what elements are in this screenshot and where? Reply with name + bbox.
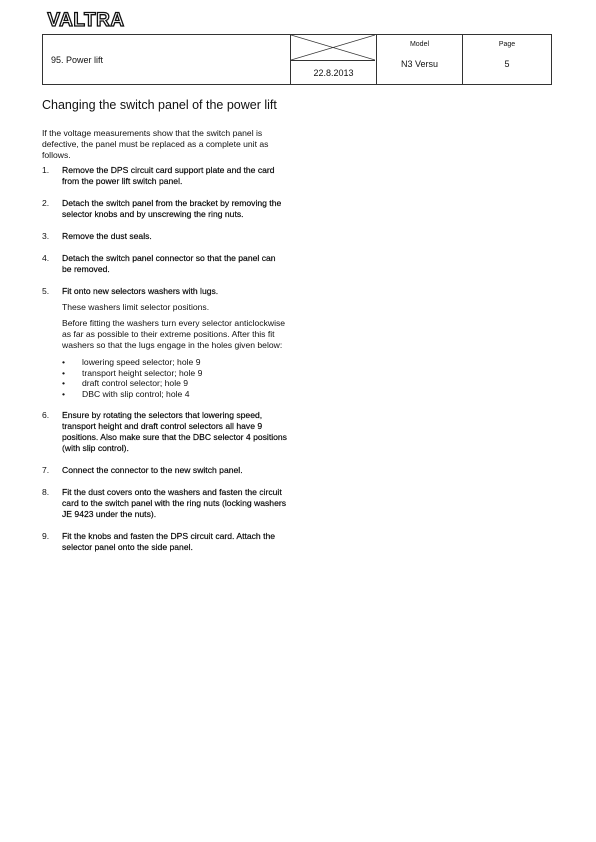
document-header [42,34,552,85]
diagonal-cross-box [291,35,375,61]
step-number: 3. [42,231,50,241]
model-label: Model [409,41,430,48]
step-number: 7. [42,465,50,476]
procedure-step [42,487,287,520]
procedure-step [42,165,287,187]
page-title: Changing the switch panel of the power lift [42,98,277,112]
step-text: Remove the dust seals. [62,231,152,241]
selector-hole-item [62,389,287,400]
logo-text: VALTRA [47,10,125,30]
step-text: Detach the switch panel connector so that the panel can be removed. [62,253,276,274]
header-model-cell [377,35,463,84]
page-label: Page [498,41,516,48]
procedure-step [42,410,287,454]
bullet-icon: • [62,388,66,399]
selector-hole-item [62,357,287,368]
step-number: 4. [42,253,50,263]
step-text: Detach the switch panel from the bracket by removing the selector knobs and by unscrewing the ring nuts. [62,198,282,219]
step-number: 8. [42,487,50,498]
valtra-logo [42,8,130,30]
step-number: 6. [42,410,50,421]
step-number: 2. [42,198,50,208]
document-body [42,98,287,564]
step-text: Remove the DPS circuit card support plate and the card from the power lift switch panel. [62,165,275,186]
procedure-steps [42,165,287,553]
step-note: Before fitting the washers turn every selector anticlockwise as far as possible to their extreme positions. After this fit washers so that the lugs engage in the holes given below: [62,318,286,350]
bullet-text: lowering speed selector; hole 9 [82,357,201,367]
bullet-icon: • [62,357,66,367]
step-text: Fit the dust covers onto the washers and fasten the circuit card to the switch panel with the ring nuts (locking washers JE 9423 under the nuts). [62,487,287,520]
issue-date: 22.8.2013 [313,68,354,78]
page-number: 5 [504,59,510,69]
procedure-step [42,286,287,399]
step-number: 1. [42,165,50,175]
step-number: 9. [42,531,50,542]
procedure-step [42,253,287,275]
bullet-text: transport height selector; hole 9 [82,367,203,378]
header-section-cell [43,35,291,84]
section-title: 95. Power lift [51,55,104,65]
header-page-cell [463,35,551,84]
procedure-step [42,198,287,220]
procedure-step [42,465,287,476]
step-text: Fit onto new selectors washers with lugs. [62,286,219,296]
step-text: Ensure by rotating the selectors that lowering speed, transport height and draft control selectors all have 9 positions. Also make sure that the DBC selector 4 positions (with slip control). [62,410,287,454]
procedure-step [42,531,287,553]
intro-paragraph: If the voltage measurements show that the switch panel is defective, the panel must be replaced as a complete unit as follows. [42,128,269,160]
bullet-icon: • [62,367,66,378]
step-number: 5. [42,286,50,296]
selector-hole-item [62,368,287,379]
bullet-icon: • [62,378,66,389]
header-date-cell [291,35,377,84]
step-text: Connect the connector to the new switch panel. [62,465,243,476]
bullet-text: DBC with slip control; hole 4 [82,388,190,399]
selector-hole-list [62,357,287,399]
procedure-step [42,231,287,242]
bullet-text: draft control selector; hole 9 [82,378,189,389]
step-text: Fit the knobs and fasten the DPS circuit card. Attach the selector panel onto the side panel. [62,531,276,553]
step-note: These washers limit selector positions. [62,302,210,312]
selector-hole-item [62,378,287,389]
model-value: N3 Versu [400,59,439,69]
